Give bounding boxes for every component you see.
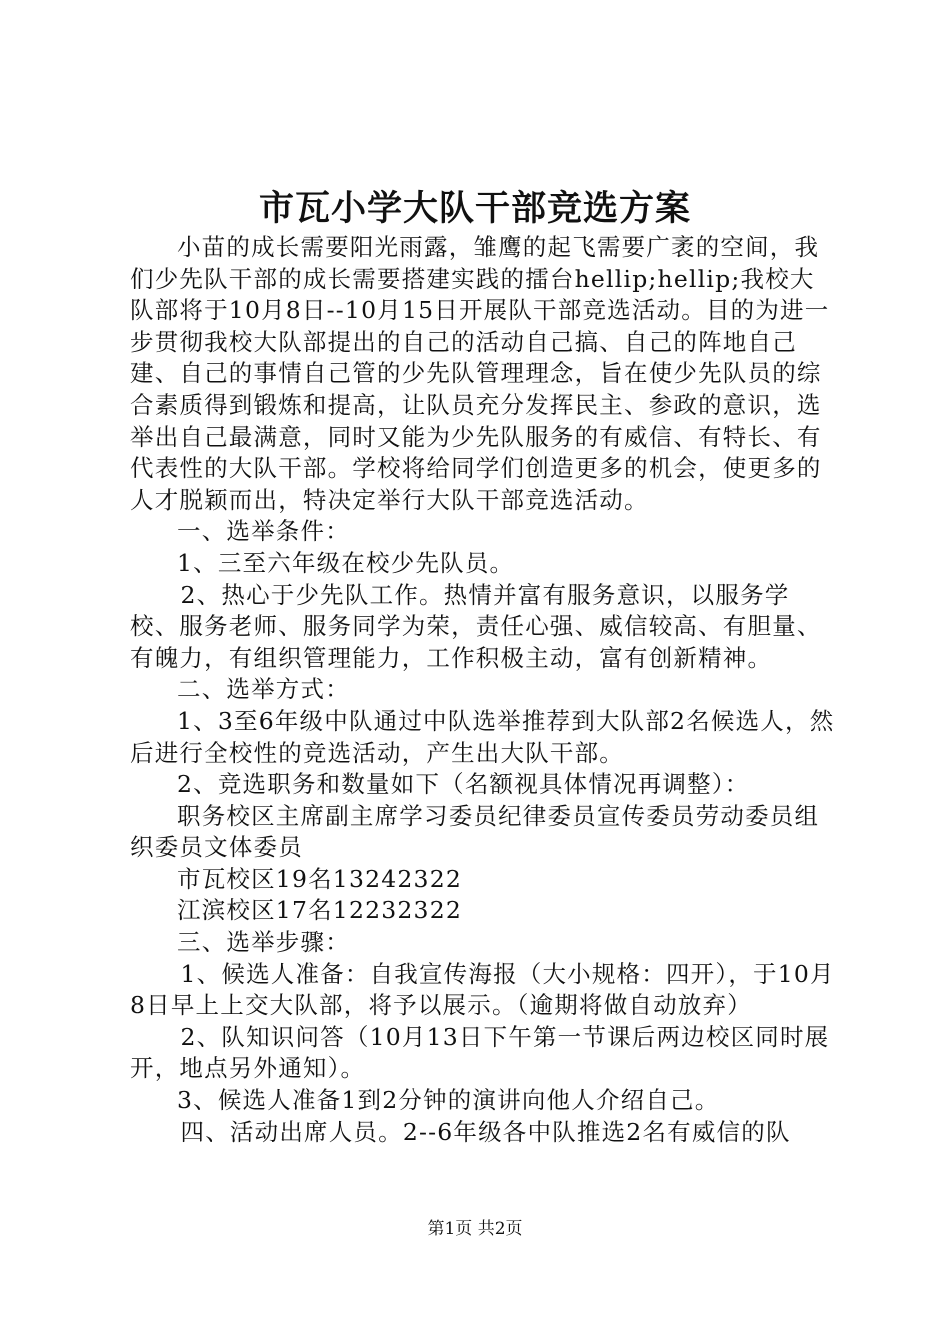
positions-header-row: 职务校区主席副主席学习委员纪律委员宣传委员劳动委员组织委员文体委员 [130, 801, 820, 862]
section-heading-1: 一、选举条件： [177, 517, 350, 546]
positions-row-jiangbin: 江滨校区17名12232322 [177, 896, 463, 925]
section-heading-2: 二、选举方式： [177, 675, 350, 704]
document-title: 市瓦小学大队干部竞选方案 [258, 188, 691, 229]
page-number-footer: 第1页 共2页 [427, 1219, 523, 1239]
method-item-2: 2、竞选职务和数量如下（名额视具体情况再调整）： [177, 770, 750, 799]
section-heading-3: 三、选举步骤： [177, 928, 350, 957]
positions-row-shiwa: 市瓦校区19名13242322 [177, 864, 463, 893]
condition-item-2: 2、热心于少先队工作。热情并富有服务意识，以服务学校、服务老师、服务同学为荣，责任心强、威信较高、有胆量、有魄力，有组织管理能力，工作积极主动，富有创新精神。 [130, 580, 822, 672]
intro-paragraph: 小苗的成长需要阳光雨露，雏鹰的起飞需要广袤的空间，我们少先队干部的成长需要搭建实践的擂台hellip;hellip;我校大队部将于10月8日--10月15日开展队干部竞选活动。目的为进一步贯彻我校大队部提出的自己的活动自己搞、自己的阵地自己建、自己的事情自己管的少先队管理理念，旨在使少先队员的综合素质得到锻炼和提高，让队员充分发挥民主、参政的意识，选举出自己最满意，同时又能为少先队服务的有威信、有特长、有代表性的大队干部。学校将给同学们创造更多的机会，使更多的人才脱颖而出，特决定举行大队干部竞选活动。 [130, 233, 830, 514]
method-item-1: 1、3至6年级中队通过中队选举推荐到大队部2名候选人，然后进行全校性的竞选活动，产生出大队干部。 [130, 706, 835, 767]
step-item-3: 3、候选人准备1到2分钟的演讲向他人介绍自己。 [177, 1086, 720, 1115]
step-item-1: 1、候选人准备：自我宣传海报（大小规格：四开），于10月8日早上上交大队部，将予以展示。（逾期将做自动放弃） [130, 959, 835, 1020]
condition-item-1: 1、三至六年级在校少先队员。 [177, 548, 515, 577]
document-body [130, 232, 835, 1148]
step-item-2: 2、队知识问答（10月13日下午第一节课后两边校区同时展开，地点另外通知）。 [130, 1022, 830, 1083]
section-heading-4: 四、活动出席人员。2--6年级各中队推选2名有威信的队 [180, 1117, 791, 1146]
